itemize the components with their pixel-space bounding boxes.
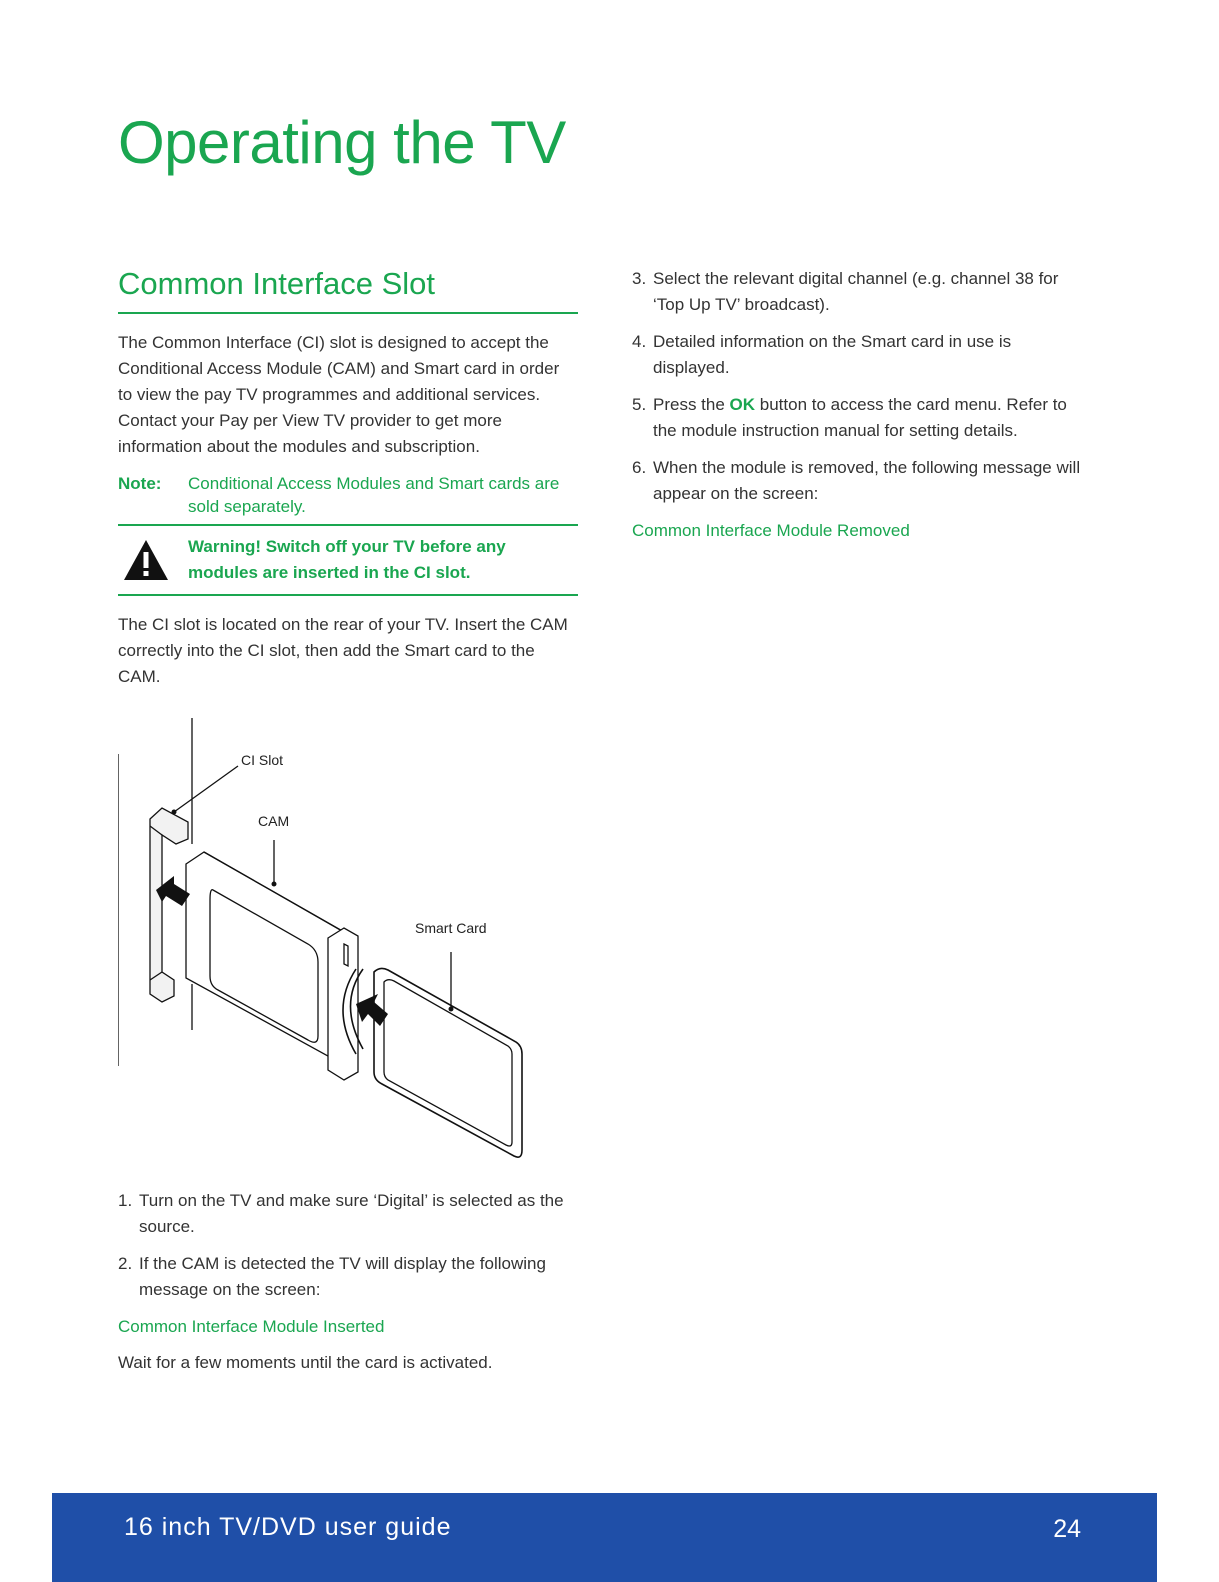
note-label: Note: bbox=[118, 474, 162, 493]
step-number: 5. bbox=[632, 395, 647, 414]
right-column bbox=[632, 266, 1092, 554]
steps-list-right bbox=[632, 266, 1092, 507]
message-inserted: Common Interface Module Inserted bbox=[118, 1317, 385, 1336]
list-item bbox=[632, 455, 1092, 507]
footer-guide-title: 16 inch TV/DVD user guide bbox=[124, 1513, 452, 1541]
list-item bbox=[632, 329, 1092, 381]
message-removed: Common Interface Module Removed bbox=[632, 521, 910, 540]
step-number: 4. bbox=[632, 332, 647, 351]
step-text: Turn on the TV and make sure ‘Digital’ is selected as the source. bbox=[139, 1191, 564, 1236]
left-column bbox=[118, 266, 578, 1376]
list-item bbox=[632, 266, 1092, 318]
step-text-pre: Press the bbox=[653, 395, 730, 414]
list-item bbox=[118, 1251, 578, 1303]
step-text: When the module is removed, the following message will appear on the screen: bbox=[653, 458, 1081, 503]
warning-box bbox=[118, 526, 578, 596]
step-text: If the CAM is detected the TV will display the following message on the screen: bbox=[139, 1254, 546, 1299]
step-number: 1. bbox=[118, 1191, 133, 1210]
step-number: 2. bbox=[118, 1254, 133, 1273]
step-text: Detailed information on the Smart card in use is displayed. bbox=[653, 332, 1012, 377]
label-smart-card: Smart Card bbox=[415, 920, 487, 936]
note-box bbox=[118, 472, 578, 526]
label-ci-slot: CI Slot bbox=[241, 752, 284, 768]
list-item bbox=[632, 392, 1092, 444]
warning-text bbox=[188, 534, 506, 586]
intro-paragraph: The Common Interface (CI) slot is designed to accept the Conditional Access Module (CAM) and Smart card in order to view the pay TV programmes and additional services. Contact your Pay per View TV provider to get more information about the modules and subscription. bbox=[118, 333, 560, 456]
step-text-post: button to access the card menu. Refer to the module instruction manual for setting details. bbox=[653, 395, 1067, 440]
page-title: Operating the TV bbox=[118, 109, 566, 176]
footer-bar bbox=[52, 1493, 1157, 1582]
cam-diagram-drawing bbox=[118, 704, 578, 1174]
wait-text: Wait for a few moments until the card is activated. bbox=[118, 1353, 493, 1372]
step-number: 6. bbox=[632, 458, 647, 477]
cam-insertion-diagram bbox=[118, 704, 578, 1174]
warning-line-2: modules are inserted in the CI slot. bbox=[188, 563, 471, 582]
ok-button-name: OK bbox=[729, 395, 756, 414]
page-number: 24 bbox=[1053, 1515, 1081, 1543]
warning-line-1: Warning! Switch off your TV before any bbox=[188, 537, 506, 556]
warning-icon bbox=[122, 538, 170, 582]
list-item bbox=[118, 1188, 578, 1240]
steps-list-left bbox=[118, 1188, 578, 1303]
location-paragraph: The CI slot is located on the rear of your TV. Insert the CAM correctly into the CI slot, then add the Smart card to the CAM. bbox=[118, 615, 568, 686]
note-text: Conditional Access Modules and Smart cards are sold separately. bbox=[188, 474, 560, 516]
step-text: Select the relevant digital channel (e.g. channel 38 for ‘Top Up TV’ broadcast). bbox=[653, 269, 1059, 314]
step-number: 3. bbox=[632, 269, 647, 288]
step-text bbox=[653, 392, 1092, 444]
section-title: Common Interface Slot bbox=[118, 266, 578, 314]
label-cam: CAM bbox=[258, 813, 290, 829]
